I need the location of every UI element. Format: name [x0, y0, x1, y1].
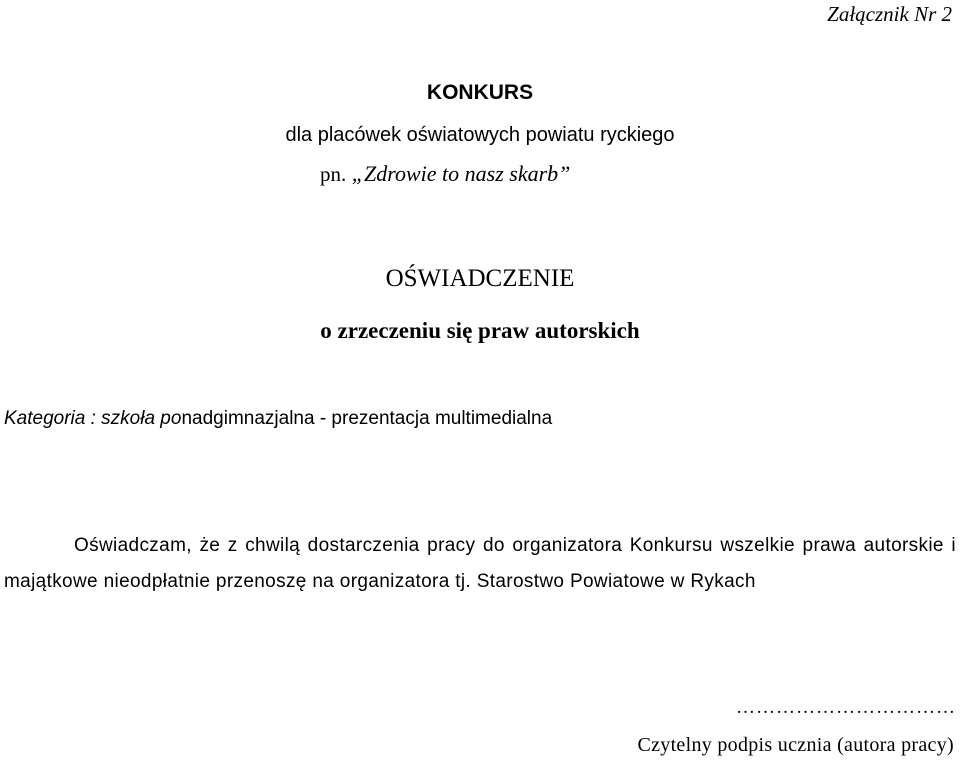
contest-subtitle: dla placówek oświatowych powiatu ryckiego — [285, 124, 675, 146]
category-value: nadgimnazjalna - prezentacja multimedialna — [181, 408, 553, 429]
annex-label: Załącznik Nr 2 — [827, 2, 952, 26]
signature-line: …………………………… — [736, 697, 956, 718]
declaration-title: OŚWIADCZENIE — [385, 265, 575, 292]
declaration-subtitle: o zrzeczeniu się praw autorskich — [320, 318, 640, 343]
category-label: Kategoria : szkoła po — [4, 408, 182, 429]
contest-label: KONKURS — [426, 81, 534, 104]
category-line — [4, 404, 552, 434]
statement-text: Oświadczam, że z chwilą dostarczenia pracy do organizatora Konkursu wszelkie prawa autorskie i majątkowe nieodpłatnie przenoszę na organizatora tj. Starostwo Powiatowe w Rykach — [4, 535, 956, 592]
contest-name-prefix: pn. — [320, 162, 347, 186]
contest-name — [320, 158, 570, 190]
signature-label: Czytelny podpis ucznia (autora pracy) — [637, 734, 954, 756]
contest-name-title: „Zdrowie to nasz skarb” — [351, 161, 571, 186]
